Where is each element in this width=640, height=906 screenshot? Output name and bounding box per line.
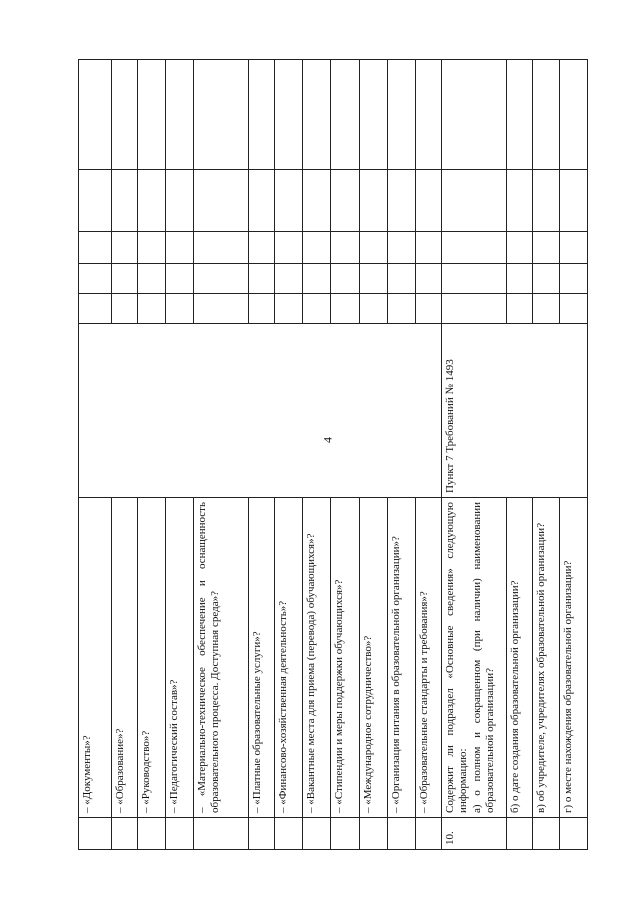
row-number: [248, 818, 274, 850]
answer-cell: [416, 264, 442, 294]
answer-cell: [79, 60, 112, 170]
answer-cell: [79, 294, 112, 324]
question-cell: Содержит ли подраздел «Основные сведения» следующую информацию: а) о полном и сокращенном (при наличии) наименовании образовательной организации?: [442, 498, 507, 818]
answer-cell: [165, 60, 193, 170]
answer-cell: [507, 264, 533, 294]
answer-cell: [507, 170, 533, 232]
answer-cell: [194, 294, 248, 324]
question-cell: – «Документы»?: [79, 498, 112, 818]
answer-cell: [442, 170, 507, 232]
answer-cell: [165, 170, 193, 232]
answer-cell: [331, 232, 359, 264]
answer-cell: [387, 170, 415, 232]
answer-cell: [559, 232, 587, 264]
answer-cell: [442, 294, 507, 324]
answer-cell: [274, 294, 302, 324]
answer-cell: [248, 170, 274, 232]
answer-cell: [274, 60, 302, 170]
answer-cell: [248, 60, 274, 170]
answer-cell: [194, 264, 248, 294]
question-cell: – «Образование»?: [111, 498, 137, 818]
answer-cell: [331, 294, 359, 324]
answer-cell: [359, 264, 387, 294]
answer-cell: [302, 232, 330, 264]
question-cell: – «Руководство»?: [137, 498, 165, 818]
question-cell: – «Стипендии и меры поддержки обучающихся»?: [331, 498, 359, 818]
row-number: [359, 818, 387, 850]
page-number: 4: [320, 437, 335, 443]
answer-cell: [559, 60, 587, 170]
row-number: [559, 818, 587, 850]
checklist-table-rotated: [78, 60, 588, 850]
answer-cell: [507, 294, 533, 324]
row-number: [416, 818, 442, 850]
answer-cell: [274, 170, 302, 232]
answer-cell: [559, 170, 587, 232]
answer-cell: [111, 170, 137, 232]
question-cell: – «Материально-техническое обеспечение и оснащенность образовательного процесса. Доступная среда»?: [194, 498, 248, 818]
answer-cell: [165, 294, 193, 324]
answer-cell: [359, 294, 387, 324]
row-number: [507, 818, 533, 850]
row-number: [194, 818, 248, 850]
row-number: [274, 818, 302, 850]
answer-cell: [359, 60, 387, 170]
question-cell: – «Вакантные места для приема (перевода) обучающихся»?: [302, 498, 330, 818]
answer-cell: [111, 232, 137, 264]
question-cell: – «Финансово-хозяйственная деятельность»?: [274, 498, 302, 818]
question-cell: – «Организация питания в образовательной организации»?: [387, 498, 415, 818]
row-number: [111, 818, 137, 850]
table-body: [79, 60, 588, 850]
answer-cell: [248, 264, 274, 294]
answer-cell: [79, 170, 112, 232]
answer-cell: [194, 232, 248, 264]
answer-cell: [111, 60, 137, 170]
answer-cell: [274, 264, 302, 294]
answer-cell: [274, 232, 302, 264]
answer-cell: [248, 294, 274, 324]
answer-cell: [194, 170, 248, 232]
row-number: 10.: [442, 818, 507, 850]
legal-basis-cell: Пункт 7 Требований № 1493: [442, 324, 588, 498]
table-row: [442, 60, 507, 850]
row-number: [165, 818, 193, 850]
answer-cell: [79, 264, 112, 294]
legal-basis-cell: [79, 324, 442, 498]
answer-cell: [387, 232, 415, 264]
answer-cell: [533, 232, 559, 264]
answer-cell: [387, 60, 415, 170]
row-number: [302, 818, 330, 850]
answer-cell: [331, 264, 359, 294]
answer-cell: [559, 294, 587, 324]
answer-cell: [302, 264, 330, 294]
row-number: [533, 818, 559, 850]
answer-cell: [533, 60, 559, 170]
answer-cell: [416, 232, 442, 264]
answer-cell: [111, 294, 137, 324]
answer-cell: [165, 232, 193, 264]
answer-cell: [533, 264, 559, 294]
answer-cell: [416, 170, 442, 232]
answer-cell: [533, 170, 559, 232]
answer-cell: [79, 232, 112, 264]
question-cell: – «Международное сотрудничество»?: [359, 498, 387, 818]
answer-cell: [442, 60, 507, 170]
answer-cell: [559, 264, 587, 294]
answer-cell: [331, 60, 359, 170]
answer-cell: [359, 232, 387, 264]
question-cell: б) о дате создания образовательной организации?: [507, 498, 533, 818]
answer-cell: [137, 294, 165, 324]
answer-cell: [387, 294, 415, 324]
answer-cell: [442, 264, 507, 294]
answer-cell: [302, 170, 330, 232]
answer-cell: [359, 170, 387, 232]
answer-cell: [507, 60, 533, 170]
row-number: [79, 818, 112, 850]
answer-cell: [137, 264, 165, 294]
question-cell: – «Образовательные стандарты и требования»?: [416, 498, 442, 818]
answer-cell: [194, 60, 248, 170]
answer-cell: [416, 60, 442, 170]
answer-cell: [331, 170, 359, 232]
table-row: [79, 60, 112, 850]
answer-cell: [111, 264, 137, 294]
answer-cell: [507, 232, 533, 264]
answer-cell: [302, 294, 330, 324]
checklist-table: [78, 59, 588, 850]
question-cell: – «Платные образовательные услуги»?: [248, 498, 274, 818]
answer-cell: [416, 294, 442, 324]
answer-cell: [442, 232, 507, 264]
answer-cell: [248, 232, 274, 264]
row-number: [331, 818, 359, 850]
answer-cell: [387, 264, 415, 294]
answer-cell: [137, 60, 165, 170]
question-cell: г) о месте нахождения образовательной организации?: [559, 498, 587, 818]
question-cell: в) об учредителе, учредителях образовательной организации?: [533, 498, 559, 818]
row-number: [137, 818, 165, 850]
answer-cell: [137, 170, 165, 232]
answer-cell: [302, 60, 330, 170]
question-cell: – «Педагогический состав»?: [165, 498, 193, 818]
answer-cell: [165, 264, 193, 294]
answer-cell: [137, 232, 165, 264]
row-number: [387, 818, 415, 850]
answer-cell: [533, 294, 559, 324]
